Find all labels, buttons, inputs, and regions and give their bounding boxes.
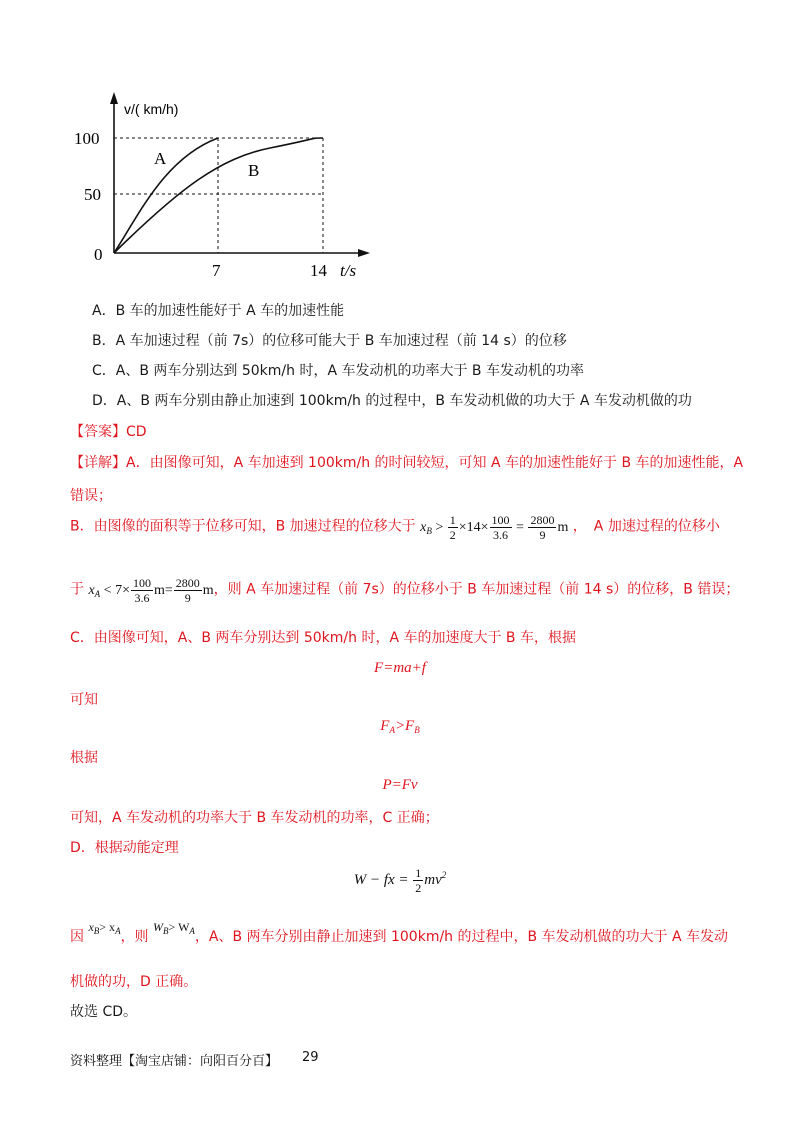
b-lt7: < 7× [103, 582, 130, 598]
solution-d-line3: 机做的功，D 正确。 [70, 974, 198, 990]
equation-f-ma-f: F=ma+f [374, 660, 426, 676]
b-xa-sub: A [94, 588, 101, 599]
b-eq: = [516, 519, 524, 535]
curve-a-label: A [154, 149, 167, 168]
b-times14: ×14× [458, 519, 489, 535]
equation-fa-gt-fb: $F_A>F_B$ [380, 718, 420, 735]
x-axis-arrow [358, 249, 370, 257]
solution-a-line2: 错误； [70, 488, 112, 504]
b-meq: m= [153, 582, 173, 598]
solution-d-line2: 因 $x_B> x_A$，则 $W_B> W_A$，A、B 两车分别由静止加速到 100km/h 的过程中，B 车发动机做的功大于 A 车发动 [70, 920, 729, 945]
solution-c-genju: 根据 [70, 750, 98, 766]
b-unit2: m [202, 582, 214, 598]
b-line1-post: ， A 加速过程的位移小 [572, 518, 720, 535]
b-unit: m [557, 519, 569, 535]
y-axis-label: v/( km/h) [124, 101, 179, 117]
b-line1-pre: B．由图像的面积等于位移可知，B 加速过程的位移大于 [70, 518, 416, 535]
curve-b-label: B [248, 161, 260, 180]
b-gt: > [435, 519, 444, 535]
d-line2-pre: 因 [70, 929, 84, 945]
solution-c-line1: C．由图像可知，A、B 两车分别达到 50km/h 时，A 车的加速度大于 B 车，根据 [70, 630, 576, 646]
b-xb: x [420, 519, 427, 535]
answer: 【答案】CD [70, 424, 147, 440]
option-b: B．A 车加速过程（前 7s）的位移可能大于 B 车加速过程（前 14 s）的位移 [92, 333, 567, 349]
option-d: D．A、B 两车分别由静止加速到 100km/h 的过程中，B 车发动机做的功大于 A 车发动机做的功 [92, 393, 692, 409]
equation-work-energy: W − fx = $\frac{1}{2}$ $mv^2$ [353, 866, 447, 895]
y-tick-50: 50 [84, 185, 101, 204]
b-line2-pre: 于 [70, 581, 84, 598]
solution-b-line2 [70, 576, 739, 605]
solution-c-kezhi: 可知 [70, 692, 98, 708]
b-frac-100-36-2: $\frac{100}{3.6}$ [132, 576, 151, 605]
equation-p-fv: P=Fv [382, 777, 418, 793]
y-tick-100: 100 [74, 129, 100, 148]
x-tick-14: 14 [310, 261, 327, 280]
solution-d-line1: D．根据动能定理 [70, 840, 179, 856]
final-answer: 故选 CD。 [70, 1004, 138, 1020]
solution-a-line1: 【详解】A．由图像可知，A 车加速到 100km/h 的时间较短，可知 A 车的加速性能好于 B 车的加速性能，A [70, 455, 744, 471]
x-tick-7: 7 [212, 261, 221, 280]
x-axis-label: t/s [340, 261, 357, 280]
b-xa: x [88, 582, 95, 598]
b-line2-post: ，则 A 车加速过程（前 7s）的位移小于 B 车加速过程（前 14 s）的位移，B 错误； [213, 581, 740, 598]
solution-b-line1 [70, 513, 720, 542]
b-frac-2800-9-2: $\frac{2800}{9}$ [175, 576, 200, 605]
velocity-time-graph [70, 88, 390, 288]
option-a: A．B 车的加速性能好于 A 车的加速性能 [92, 303, 345, 319]
b-frac-half: $\frac{1}{2}$ [449, 513, 456, 542]
solution-c-end: 可知，A 车发动机的功率大于 B 车发动机的功率，C 正确； [70, 810, 439, 826]
b-frac-100-36: $\frac{100}{3.6}$ [491, 513, 510, 542]
option-c: C．A、B 两车分别达到 50km/h 时，A 车发动机的功率大于 B 车发动机的功率 [92, 363, 584, 379]
y-tick-0: 0 [94, 245, 103, 264]
b-frac-2800-9: $\frac{2800}{9}$ [530, 513, 555, 542]
b-xb-sub: B [426, 525, 432, 536]
page-number: 29 [302, 1050, 319, 1065]
y-axis-arrow [110, 92, 118, 104]
footer-text: 资料整理【淘宝店铺：向阳百分百】 [70, 1054, 279, 1069]
